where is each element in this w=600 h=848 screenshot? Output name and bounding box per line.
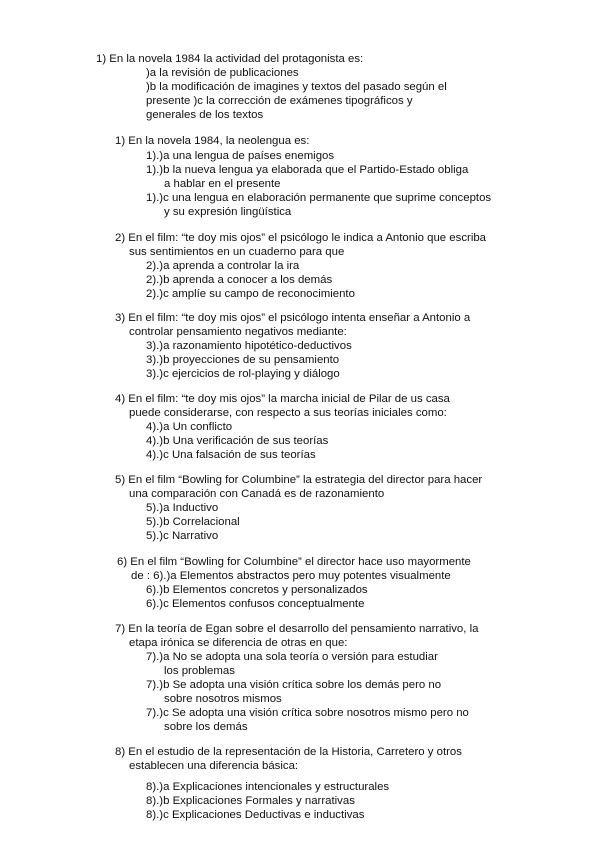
question-8-stem-line-2: establecen una diferencia básica: [129, 760, 299, 772]
question-6-stem-line-2: de : 6).)a Elementos abstractos pero muy potentes visualmente [131, 570, 451, 582]
question-6-stem-line-1: 6) En el film “Bowling for Columbine” el director hace uso mayormente [117, 556, 471, 568]
question-5-option-c: 5).)c Narrativo [146, 530, 219, 542]
question-6-option-c: 6).)c Elementos confusos conceptualmente [146, 598, 365, 610]
question-4-option-c: 4).)c Una falsación de sus teorías [146, 449, 316, 461]
question-1b-option-b: 1).)b la nueva lengua ya elaborada que el Partido-Estado obliga [146, 164, 469, 176]
question-7-option-b: 7).)b Se adopta una visión crítica sobre los demás pero no [146, 679, 442, 691]
question-7-option-a-cont: los problemas [164, 665, 235, 677]
question-2-option-a: 2).)a aprenda a controlar la ira [146, 260, 300, 272]
question-1b-option-c-cont: y su expresión lingüística [164, 206, 292, 218]
question-7-option-c-cont: sobre los demás [164, 721, 248, 733]
question-5-option-a: 5).)a Inductivo [146, 502, 219, 514]
question-7-option-c: 7).)c Se adopta una visión crítica sobre nosotros mismo pero no [146, 707, 469, 719]
question-8-option-b: 8).)b Explicaciones Formales y narrativas [146, 795, 355, 807]
question-1a-option-a: )a la revisión de publicaciones [146, 67, 299, 79]
question-3-option-b: 3).)b proyecciones de su pensamiento [146, 354, 340, 366]
question-5-option-b: 5).)b Correlacional [146, 516, 240, 528]
question-4-option-b: 4).)b Una verificación de sus teorías [146, 435, 329, 447]
question-7-option-b-cont: sobre nosotros mismos [164, 693, 282, 705]
question-1b-option-a: 1).)a una lengua de países enemigos [146, 150, 335, 162]
question-3-stem-line-1: 3) En el film: “te doy mis ojos” el psicólogo intenta enseñar a Antonio a [115, 312, 471, 324]
question-6-option-b: 6).)b Elementos concretos y personalizados [146, 584, 368, 596]
question-7-stem-line-2: etapa irónica se diferencia de otras en que: [129, 637, 348, 649]
question-3-option-a: 3).)a razonamiento hipotético-deductivos [146, 340, 352, 352]
question-8-stem-line-1: 8) En el estudio de la representación de la Historia, Carretero y otros [115, 746, 462, 758]
question-1a-option-b: )b la modificación de imagines y textos del pasado según el [146, 81, 447, 93]
question-4-option-a: 4).)a Un conflicto [146, 421, 233, 433]
question-4-stem-line-1: 4) En el film: “te doy mis ojos” la marcha inicial de Pilar de us casa [115, 393, 450, 405]
question-1a-option-c-cont: generales de los textos [146, 109, 264, 121]
question-2-stem-line-2: sus sentimientos en un cuaderno para que [129, 246, 345, 258]
question-8-option-a: 8).)a Explicaciones intencionales y estructurales [146, 781, 390, 793]
question-4-stem-line-2: puede considerarse, con respecto a sus teorías iniciales como: [129, 407, 447, 419]
question-5-stem-line-2: una comparación con Canadá es de razonamiento [129, 488, 385, 500]
question-2-option-c: 2).)c amplíe su campo de reconocimiento [146, 288, 355, 300]
question-7-stem-line-1: 7) En la teoría de Egan sobre el desarrollo del pensamiento narrativo, la [115, 623, 479, 635]
question-2-option-b: 2).)b aprenda a conocer a los demás [146, 274, 333, 286]
question-3-option-c: 3).)c ejercicios de rol-playing y diálogo [146, 368, 340, 380]
question-5-stem-line-1: 5) En el film “Bowling for Columbine” la estrategia del director para hacer [115, 474, 483, 486]
question-1a-stem-line-1: 1) En la novela 1984 la actividad del protagonista es: [96, 53, 364, 65]
question-3-stem-line-2: controlar pensamiento negativos mediante: [129, 326, 347, 338]
question-1a-option-b-cont: presente )c la corrección de exámenes tipográficos y [146, 95, 413, 107]
question-1b-option-c: 1).)c una lengua en elaboración permanente que suprime conceptos [146, 192, 492, 204]
question-7-option-a: 7).)a No se adopta una sola teoría o versión para estudiar [146, 651, 438, 663]
question-1b-stem-line-1: 1) En la novela 1984, la neolengua es: [115, 135, 310, 147]
question-8-option-c: 8).)c Explicaciones Deductivas e inductivas [146, 809, 365, 821]
question-1b-option-b-cont: a hablar en el presente [164, 178, 281, 190]
question-2-stem-line-1: 2) En el film: “te doy mis ojos” el psicólogo le indica a Antonio que escriba [115, 232, 487, 244]
